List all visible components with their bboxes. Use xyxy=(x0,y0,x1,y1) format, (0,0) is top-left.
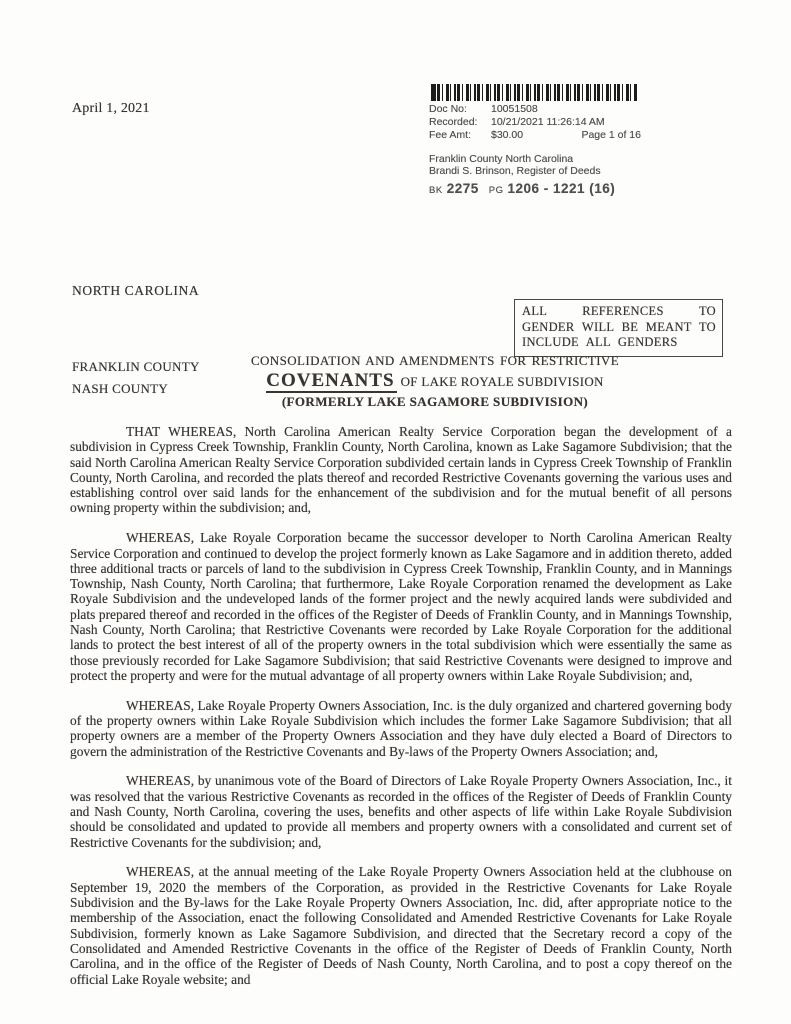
doc-no-value: 10051508 xyxy=(491,103,538,115)
title-line-2-rest: OF LAKE ROYALE SUBDIVISION xyxy=(400,374,604,389)
paragraph-whereas-5: WHEREAS, at the annual meeting of the Lake Royale Property Owners Association held at the clubhouse on September 19, 2020 the members of the Corporation, as provided in the Restrictive Covenants for Lake Royale Subdivision and the By-laws for the Lake Royale Property Owners Association, Inc. did, after appropriate notice to the membership of the Association, enact the following Consolidated and Amended Restrictive Covenants for Lake Royale Subdivision, formerly known as Lake Sagamore Subdivision, and directed that the Secretary record a copy of the Consolidated and Amended Restrictive Covenants in the office of the Register of Deeds of Franklin County, North Carolina, and in the office of the Register of Deeds of Nash County, North Carolina, and to post a copy thereof on the official Lake Royale website; and xyxy=(70,864,732,987)
stamp-fee-row xyxy=(429,130,659,141)
recorded-label: Recorded: xyxy=(429,116,478,128)
paragraph-whereas-2: WHEREAS, Lake Royale Corporation became the successor developer to North Carolina American Realty Service Corporation and continued to develop the project formerly known as Lake Sagamore and in addition thereto, added three additional tracts or parcels of land to the subdivision in Cypress Creek Township, Franklin County, and in Mannings Township, Nash County, North Carolina; that furthermore, Lake Royale Corporation renamed the development as Lake Royale Subdivision and the undeveloped lands of the former project and the newly acquired lands were subdivided and plats prepared thereof and recorded in the offices of the Register of Deeds of Franklin County, and in Mannings Township, Nash County, North Carolina; that Restrictive Covenants were recorded by Lake Royale Corporation for the additional lands to protect the best interest of all of the property owners in the total subdivision which were essentially the same as those previously recorded for Lake Sagamore Subdivision; that said Restrictive Covenants were designed to improve and protect the property and were for the mutual advantage of all property owners within Lake Royale Subdivision; and, xyxy=(70,530,732,683)
fee-value: $30.00 xyxy=(491,129,524,141)
paragraph-whereas-4: WHEREAS, by unanimous vote of the Board of Directors of Lake Royale Property Owners Association, Inc., it was resolved that the various Restrictive Covenants as recorded in the offices of the Register of Deeds of Franklin County and Nash County, North Carolina, covering the uses, benefits and other aspects of life within Lake Royale Subdivision should be consolidated and updated to provide all members and property owners with a consolidated and current set of Restrictive Covenants for the subdivision; and, xyxy=(70,773,732,850)
state-heading: NORTH CAROLINA xyxy=(72,283,200,298)
county-column xyxy=(72,356,200,399)
title-line-3: (FORMERLY LAKE SAGAMORE SUBDIVISION) xyxy=(281,394,589,409)
page-label: PG xyxy=(488,184,504,196)
document-title-block xyxy=(213,353,657,410)
fee-label: Fee Amt: xyxy=(429,129,472,141)
book-label: BK xyxy=(429,184,443,196)
title-covenants-word: COVENANTS xyxy=(266,370,395,391)
register-county-line: Franklin County North Carolina xyxy=(429,152,574,165)
recorded-value: 10/21/2021 11:26:14 AM xyxy=(491,116,605,128)
gender-notice-box: ALL REFERENCES TO GENDER WILL BE MEANT TO INCLUDE ALL GENDERS xyxy=(514,299,723,357)
paragraph-whereas-3: WHEREAS, Lake Royale Property Owners Association, Inc. is the duly organized and chartered governing body of the property owners within Lake Royale Subdivision which includes the former Lake Sagamore Subdivision; that all property owners are a member of the Property Owners Association and they have duly elected a Board of Directors to govern the administration of the Restrictive Covenants and By-laws of the Property Owners Association; and, xyxy=(70,697,732,759)
stamp-recorded-row xyxy=(429,117,659,128)
title-line-2 xyxy=(213,370,657,392)
page-range-value: 1206 - 1221 (16) xyxy=(507,180,616,196)
document-date: April 1, 2021 xyxy=(72,101,150,116)
county-franklin: FRANKLIN COUNTY xyxy=(72,359,200,374)
doc-no-label: Doc No: xyxy=(429,103,467,115)
stamp-doc-no-row xyxy=(429,104,659,115)
paragraph-whereas-1: THAT WHEREAS, North Carolina American Realty Service Corporation began the development of a subdivision in Cypress Creek Township, Franklin County, North Carolina, known as Lake Sagamore Subdivision; that the said North Carolina American Realty Service Corporation subdivided certain lands in Cypress Creek Township of Franklin County, North Carolina, and recorded the plats thereof and recorded Restrictive Covenants governing the various uses and establishing control over said lands for the enhancement of the subdivision and for the mutual benefit of all persons owning property within the subdivision; and, xyxy=(70,424,732,516)
book-page-line xyxy=(429,180,659,197)
register-name-line: Brandi S. Brinson, Register of Deeds xyxy=(429,164,601,177)
recording-stamp xyxy=(429,84,659,196)
page-info: Page 1 of 16 xyxy=(581,129,641,141)
title-line-1: CONSOLIDATION AND AMENDMENTS FOR RESTRICTIVE xyxy=(250,353,620,368)
barcode-icon xyxy=(431,84,637,101)
document-body xyxy=(70,424,732,1001)
county-nash: NASH COUNTY xyxy=(72,380,169,396)
book-value: 2275 xyxy=(446,180,479,196)
register-office-block xyxy=(429,153,659,177)
